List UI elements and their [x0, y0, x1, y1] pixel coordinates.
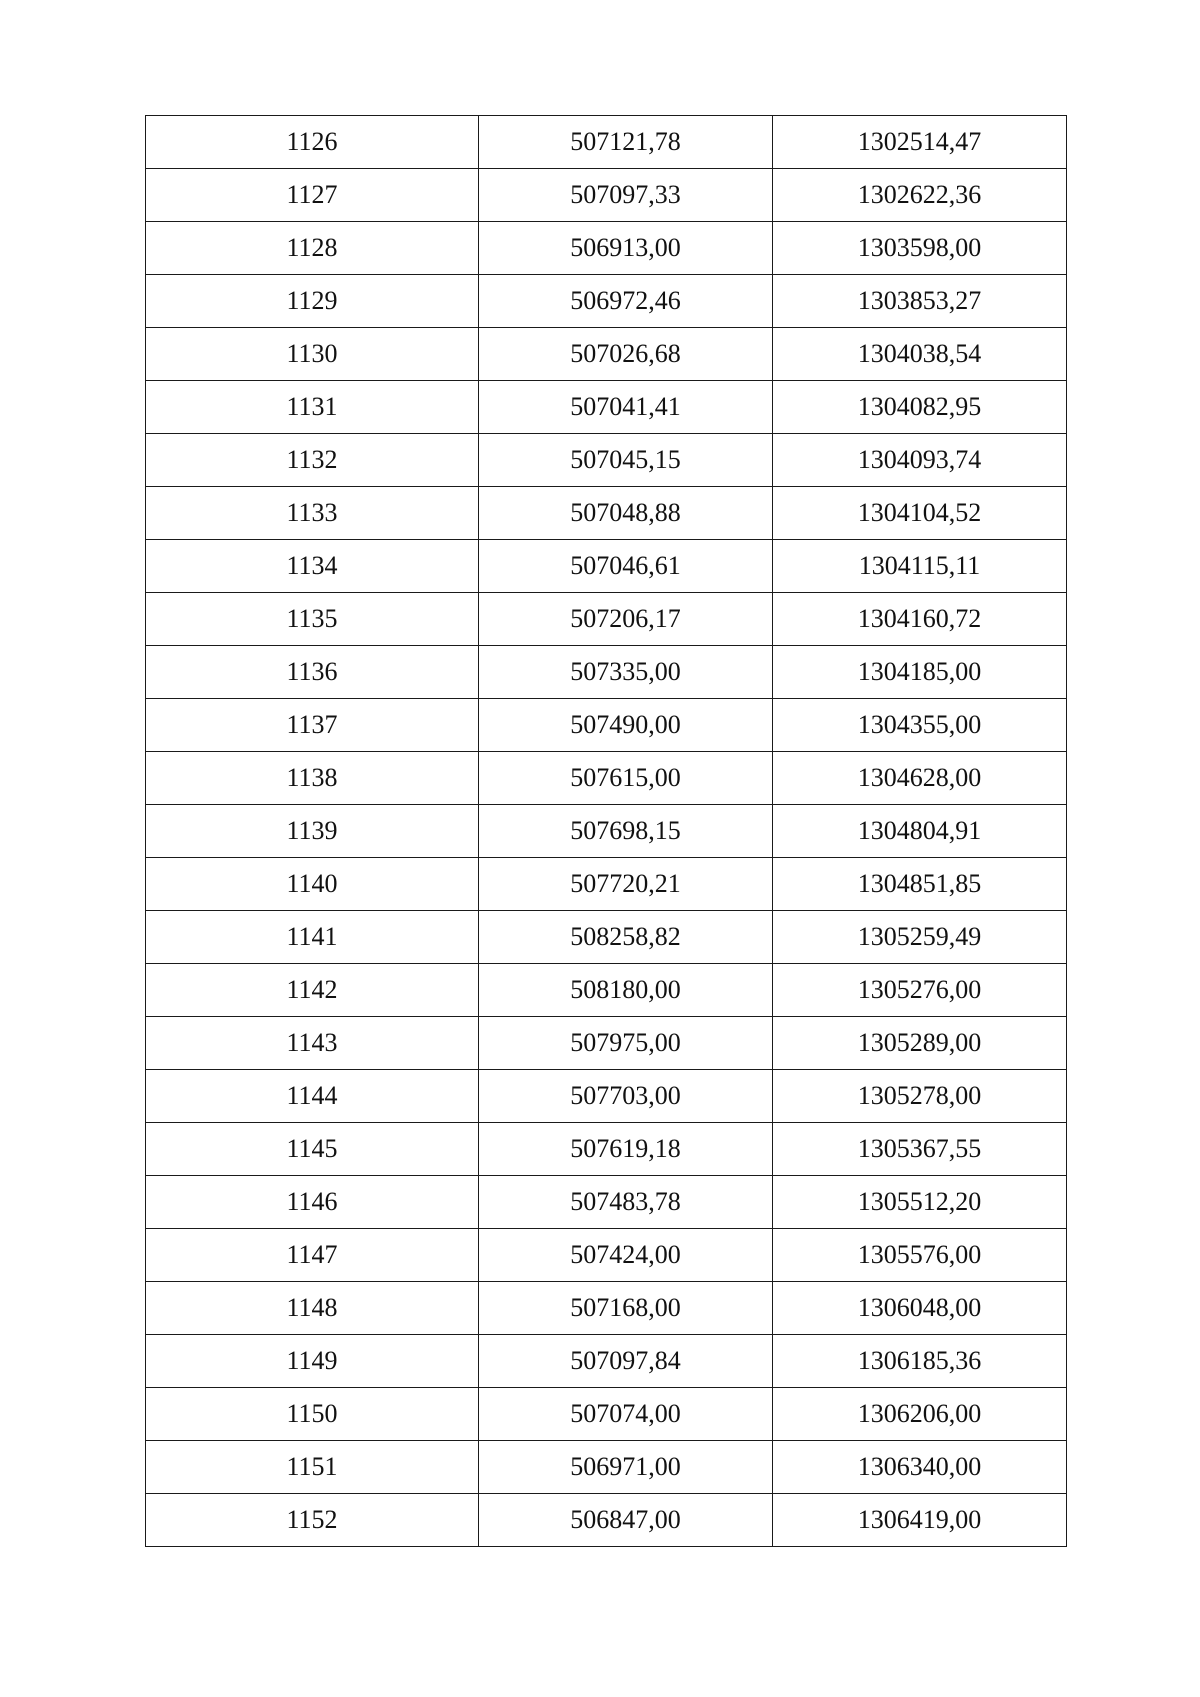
y-coordinate-cell: 1304804,91: [773, 805, 1067, 858]
y-coordinate-cell: 1305289,00: [773, 1017, 1067, 1070]
y-coordinate-cell: 1304185,00: [773, 646, 1067, 699]
x-coordinate-cell: 507615,00: [479, 752, 773, 805]
x-coordinate-cell: 508180,00: [479, 964, 773, 1017]
table-row: [146, 487, 1067, 540]
table-row: [146, 805, 1067, 858]
table-row: [146, 1441, 1067, 1494]
table-row: [146, 1070, 1067, 1123]
y-coordinate-cell: 1304104,52: [773, 487, 1067, 540]
point-number-cell: 1135: [146, 593, 479, 646]
table-row: [146, 1335, 1067, 1388]
y-coordinate-cell: 1305512,20: [773, 1176, 1067, 1229]
table-row: [146, 699, 1067, 752]
point-number-cell: 1134: [146, 540, 479, 593]
table-row: [146, 169, 1067, 222]
x-coordinate-cell: 506847,00: [479, 1494, 773, 1547]
point-number-cell: 1137: [146, 699, 479, 752]
y-coordinate-cell: 1304093,74: [773, 434, 1067, 487]
y-coordinate-cell: 1304038,54: [773, 328, 1067, 381]
point-number-cell: 1132: [146, 434, 479, 487]
point-number-cell: 1130: [146, 328, 479, 381]
table-row: [146, 1494, 1067, 1547]
y-coordinate-cell: 1305367,55: [773, 1123, 1067, 1176]
point-number-cell: 1126: [146, 116, 479, 169]
y-coordinate-cell: 1306206,00: [773, 1388, 1067, 1441]
point-number-cell: 1128: [146, 222, 479, 275]
x-coordinate-cell: 508258,82: [479, 911, 773, 964]
y-coordinate-cell: 1305276,00: [773, 964, 1067, 1017]
y-coordinate-cell: 1304628,00: [773, 752, 1067, 805]
point-number-cell: 1149: [146, 1335, 479, 1388]
x-coordinate-cell: 506972,46: [479, 275, 773, 328]
table-row: [146, 222, 1067, 275]
x-coordinate-cell: 507720,21: [479, 858, 773, 911]
y-coordinate-cell: 1305278,00: [773, 1070, 1067, 1123]
x-coordinate-cell: 507026,68: [479, 328, 773, 381]
point-number-cell: 1146: [146, 1176, 479, 1229]
y-coordinate-cell: 1306048,00: [773, 1282, 1067, 1335]
point-number-cell: 1136: [146, 646, 479, 699]
point-number-cell: 1133: [146, 487, 479, 540]
y-coordinate-cell: 1303853,27: [773, 275, 1067, 328]
table-row: [146, 328, 1067, 381]
table-row: [146, 646, 1067, 699]
table-row: [146, 1123, 1067, 1176]
x-coordinate-cell: 507074,00: [479, 1388, 773, 1441]
point-number-cell: 1151: [146, 1441, 479, 1494]
x-coordinate-cell: 507483,78: [479, 1176, 773, 1229]
table-row: [146, 858, 1067, 911]
table-row: [146, 593, 1067, 646]
y-coordinate-cell: 1304082,95: [773, 381, 1067, 434]
y-coordinate-cell: 1306419,00: [773, 1494, 1067, 1547]
x-coordinate-cell: 507048,88: [479, 487, 773, 540]
x-coordinate-cell: 507045,15: [479, 434, 773, 487]
x-coordinate-cell: 507046,61: [479, 540, 773, 593]
y-coordinate-cell: 1302622,36: [773, 169, 1067, 222]
table-row: [146, 540, 1067, 593]
x-coordinate-cell: 507335,00: [479, 646, 773, 699]
table-row: [146, 1282, 1067, 1335]
x-coordinate-cell: 507097,84: [479, 1335, 773, 1388]
x-coordinate-cell: 507975,00: [479, 1017, 773, 1070]
y-coordinate-cell: 1306340,00: [773, 1441, 1067, 1494]
point-number-cell: 1139: [146, 805, 479, 858]
coordinates-table: [145, 115, 1067, 1547]
point-number-cell: 1147: [146, 1229, 479, 1282]
x-coordinate-cell: 507619,18: [479, 1123, 773, 1176]
table-row: [146, 1229, 1067, 1282]
point-number-cell: 1140: [146, 858, 479, 911]
table-row: [146, 116, 1067, 169]
table-row: [146, 964, 1067, 1017]
x-coordinate-cell: 507097,33: [479, 169, 773, 222]
table-row: [146, 1017, 1067, 1070]
x-coordinate-cell: 507041,41: [479, 381, 773, 434]
table-row: [146, 1388, 1067, 1441]
point-number-cell: 1127: [146, 169, 479, 222]
y-coordinate-cell: 1303598,00: [773, 222, 1067, 275]
table-row: [146, 434, 1067, 487]
table-row: [146, 752, 1067, 805]
y-coordinate-cell: 1305576,00: [773, 1229, 1067, 1282]
x-coordinate-cell: 507206,17: [479, 593, 773, 646]
x-coordinate-cell: 506971,00: [479, 1441, 773, 1494]
point-number-cell: 1138: [146, 752, 479, 805]
table-row: [146, 275, 1067, 328]
y-coordinate-cell: 1304160,72: [773, 593, 1067, 646]
x-coordinate-cell: 507168,00: [479, 1282, 773, 1335]
point-number-cell: 1150: [146, 1388, 479, 1441]
y-coordinate-cell: 1305259,49: [773, 911, 1067, 964]
point-number-cell: 1144: [146, 1070, 479, 1123]
y-coordinate-cell: 1306185,36: [773, 1335, 1067, 1388]
y-coordinate-cell: 1302514,47: [773, 116, 1067, 169]
y-coordinate-cell: 1304851,85: [773, 858, 1067, 911]
x-coordinate-cell: 506913,00: [479, 222, 773, 275]
point-number-cell: 1142: [146, 964, 479, 1017]
point-number-cell: 1129: [146, 275, 479, 328]
coordinates-table-body: [146, 116, 1067, 1547]
table-row: [146, 1176, 1067, 1229]
x-coordinate-cell: 507698,15: [479, 805, 773, 858]
point-number-cell: 1148: [146, 1282, 479, 1335]
table-row: [146, 381, 1067, 434]
point-number-cell: 1143: [146, 1017, 479, 1070]
x-coordinate-cell: 507490,00: [479, 699, 773, 752]
point-number-cell: 1131: [146, 381, 479, 434]
table-row: [146, 911, 1067, 964]
point-number-cell: 1145: [146, 1123, 479, 1176]
y-coordinate-cell: 1304355,00: [773, 699, 1067, 752]
point-number-cell: 1152: [146, 1494, 479, 1547]
y-coordinate-cell: 1304115,11: [773, 540, 1067, 593]
x-coordinate-cell: 507424,00: [479, 1229, 773, 1282]
point-number-cell: 1141: [146, 911, 479, 964]
x-coordinate-cell: 507121,78: [479, 116, 773, 169]
x-coordinate-cell: 507703,00: [479, 1070, 773, 1123]
